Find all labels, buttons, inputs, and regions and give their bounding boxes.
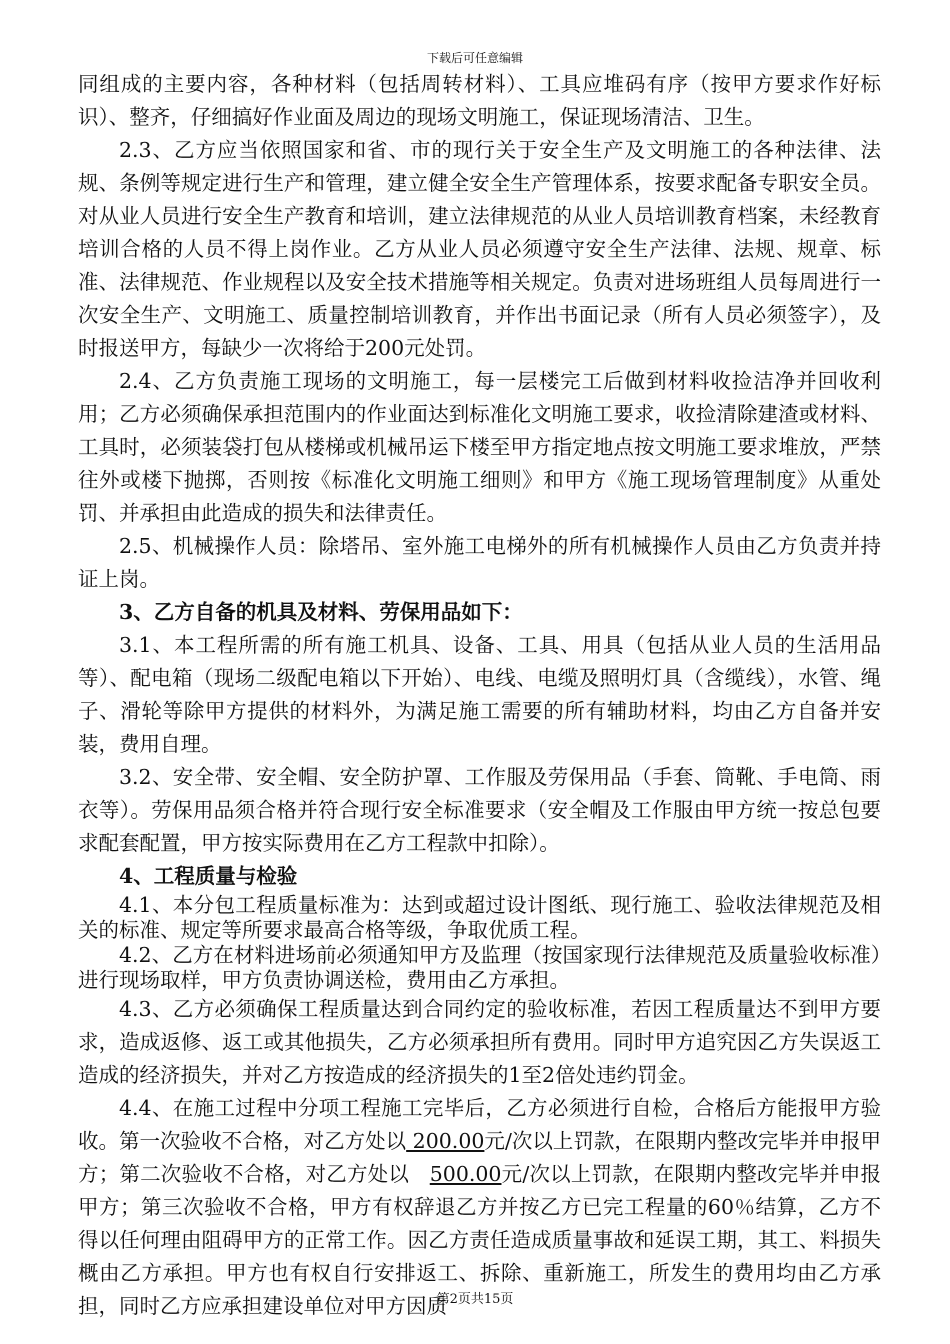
paragraph-2-5: 2.5、机械操作人员：除塔吊、室外施工电梯外的所有机械操作人员由乙方负责并持证上岗。	[78, 534, 881, 591]
document-body	[78, 68, 881, 1323]
paragraph-2-3: 2.3、乙方应当依照国家和省、市的现行关于安全生产及文明施工的各种法律、法规、条例等规定进行生产和管理，建立健全安全生产管理体系，按要求配备专职安全员。对从业人员进行安全生产教育和培训，建立法律规范的从业人员培训教育档案，未经教育培训合格的人员不得上岗作业。乙方从业人员必须遵守安全生产法律、法规、规章、标准、法律规范、作业规程以及安全技术措施等相关规定。负责对进场班组人员每周进行一次安全生产、文明施工、质量控制培训教育，并作出书面记录（所有人员必须签字），及时报送甲方，每缺少一次将给于200元处罚。	[78, 138, 881, 360]
paragraph-4-1: 4.1、本分包工程质量标准为：达到或超过设计图纸、现行施工、验收法律规范及相关的标准、规定等所要求最高合格等级，争取优质工程。	[78, 893, 881, 942]
paragraph-4-2: 4.2、乙方在材料进场前必须通知甲方及监理（按国家现行法律规范及质量验收标准）进行现场取样，甲方负责协调送检，费用由乙方承担。	[78, 943, 881, 992]
paragraph-3-2: 3.2、安全带、安全帽、安全防护罩、工作服及劳保用品（手套、筒靴、手电筒、雨衣等）。劳保用品须合格并符合现行安全标准要求（安全帽及工作服由甲方统一按总包要求配套配置，甲方按实际费用在乙方工程款中扣除）。	[78, 765, 881, 855]
paragraph-4-3: 4.3、乙方必须确保工程质量达到合同约定的验收标准，若因工程质量达不到甲方要求，造成返修、返工或其他损失，乙方必须承担所有费用。同时甲方追究因乙方失误返工造成的经济损失，并对乙方按造成的经济损失的1至2倍处违约罚金。	[78, 997, 881, 1087]
paragraph-4-4	[78, 1092, 881, 1323]
penalty-amount-second: 500.00	[429, 1162, 502, 1186]
paragraph-4-4-text-1: 4.4、在施工过程中分项工程施工完毕后，乙方必须进行自检，合格后方能报甲方验收。第一次验收不合格，对乙方处以	[78, 1096, 881, 1153]
paragraph-4-4-text-2: 元/次以上罚款，在限期内整改完毕并申报甲方；第二次验收不合格，对乙方处以	[78, 1129, 882, 1186]
paragraph-3-1: 3.1、本工程所需的所有施工机具、设备、工具、用具（包括从业人员的生活用品等）、配电箱（现场二级配电箱以下开始）、电线、电缆及照明灯具（含缆线），水管、绳子、滑轮等除甲方提供的材料外，为满足施工需要的所有辅助材料，均由乙方自备并安装，费用自理。	[78, 633, 881, 756]
section-4-heading: 4、工程质量与检验	[119, 864, 298, 888]
paragraph-4-4-text-3: 元/次以上罚款，在限期内整改完毕并申报甲方；第三次验收不合格，甲方有权辞退乙方并按乙方已完工程量的60％结算，乙方不得以任何理由阻碍甲方的正常工作。因乙方责任造成质量事故和延误工期，其工、料损失概由乙方承担。甲方也有权自行安排返工、拆除、重新施工，所发生的费用均由乙方承担，同时乙方应承担建设单位对甲方因质	[78, 1162, 882, 1318]
paragraph-continuation: 同组成的主要内容，各种材料（包括周转材料）、工具应堆码有序（按甲方要求作好标识）、整齐，仔细搞好作业面及周边的现场文明施工，保证现场清洁、卫生。	[78, 72, 881, 129]
penalty-amount-first: 200.00	[406, 1129, 485, 1153]
header-note: 下载后可任意编辑	[426, 51, 523, 65]
paragraph-2-4: 2.4、乙方负责施工现场的文明施工，每一层楼完工后做到材料收捡洁净并回收利用；乙方必须确保承担范围内的作业面达到标准化文明施工要求，收捡清除建渣或材料、工具时，必须装袋打包从楼梯或机械吊运下楼至甲方指定地点按文明施工要求堆放，严禁往外或楼下抛掷，否则按《标准化文明施工细则》和甲方《施工现场管理制度》从重处罚、并承担由此造成的损失和法律责任。	[78, 369, 881, 525]
section-3-heading: 3、乙方自备的机具及材料、劳保用品如下：	[119, 600, 523, 624]
page-number-footer: 第2页共15页	[436, 1292, 514, 1307]
